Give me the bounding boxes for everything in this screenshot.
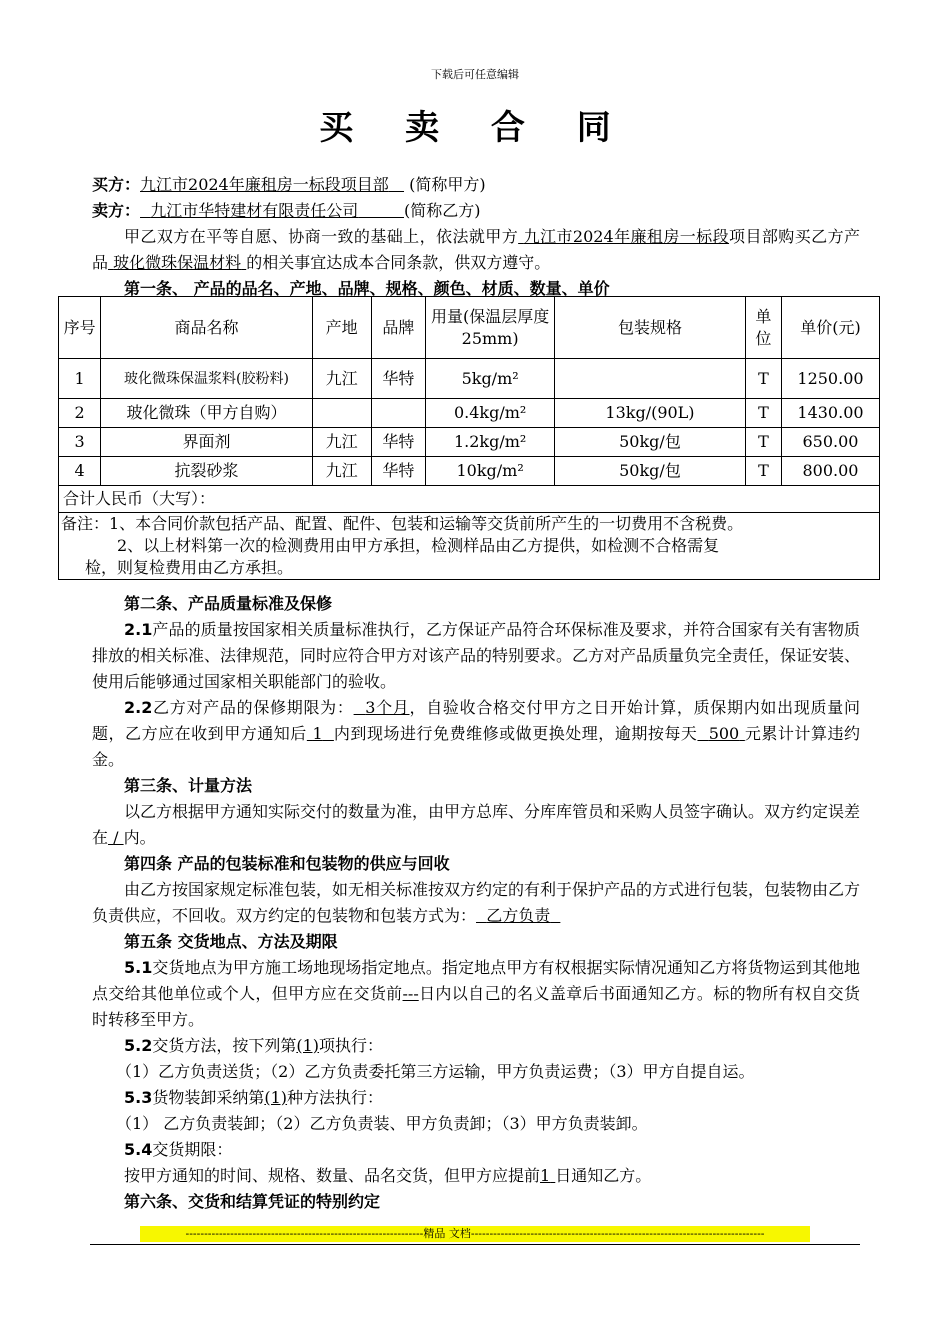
article4-p1 xyxy=(92,877,860,929)
header-cell: 商品名称 xyxy=(101,297,312,359)
header-cell: 单位 xyxy=(745,297,781,359)
clause-number: 2.1 xyxy=(124,620,153,639)
table-cell: T xyxy=(745,457,781,486)
article2-p2-text: 乙方对产品的保修期限为： xyxy=(152,698,354,717)
article4-text: 由乙方按国家规定标准包装，如无相关标准按双方约定的有利于保护产品的方式进行包装，包装物由乙方负责供应，不回收。双方约定的包装物和包装方式为： xyxy=(92,880,861,925)
intro-project: 九江市2024年廉租房一标段 xyxy=(523,227,730,246)
article5-p1 xyxy=(92,955,860,1033)
article5-text: 种方法执行： xyxy=(287,1088,384,1107)
article1-title: 第一条、 产品的品名、产地、品牌、规格、颜色、材质、数量、单价 xyxy=(124,279,610,298)
article3-text: 以乙方根据甲方通知实际交付的数量为准，由甲方总库、分库库管员和采购人员签字确认。双方约定误差在 xyxy=(92,802,861,847)
table-cell: 0.4kg/m² xyxy=(426,399,555,428)
buyer-line xyxy=(92,172,860,198)
table-cell: 2 xyxy=(59,399,101,428)
table-cell: 抗裂砂浆 xyxy=(101,457,312,486)
table-cell: 1 xyxy=(59,359,101,399)
article3-title: 第三条、计量方法 xyxy=(124,776,253,795)
article2-p2 xyxy=(92,695,860,773)
table-cell: 九江 xyxy=(312,359,371,399)
note-1: 备注：1、本合同价款包括产品、配置、配件、包装和运输等交货前所产生的一切费用不含税费。 xyxy=(61,514,744,533)
header-cell: 品牌 xyxy=(371,297,426,359)
table-row xyxy=(59,399,880,428)
clause-number: 5.4 xyxy=(124,1140,153,1159)
article5-text: 交货方法，按下列第 xyxy=(152,1036,297,1055)
unload-method-choice: (1) xyxy=(264,1088,288,1107)
article5-title: 第五条 交货地点、方法及期限 xyxy=(124,932,338,951)
note-2: 2、以上材料第一次的检测费用由甲方承担，检测样品由乙方提供，如检测不合格需复 xyxy=(117,536,720,555)
article5-text: 交货地点为甲方施工场地现场指定地点。指定地点甲方有权根据实际情况通知乙方将货物运到其他地点交给其他单位或个人，但甲方应在交货前 xyxy=(92,958,860,1003)
table-row xyxy=(59,359,880,399)
article5-text: 日通知乙方。 xyxy=(555,1166,652,1185)
intro-text-2: 项目部购买乙方产品 xyxy=(92,227,860,272)
table-cell: 九江 xyxy=(312,457,371,486)
intro-text-3: 的相关事宜达成本合同条款，供双方遵守。 xyxy=(246,253,551,272)
article2-p2-text: ，自验收合格交付甲方之日开始计算，质保期内如出现质量问题，乙方应在收到甲方通知后 xyxy=(92,698,860,743)
table-row xyxy=(59,428,880,457)
article3-p1 xyxy=(92,799,860,851)
total-row xyxy=(59,486,880,513)
table-cell xyxy=(371,399,426,428)
seller-name: 九江市华特建材有限责任公司 xyxy=(150,201,359,220)
header-cell: 包装规格 xyxy=(555,297,746,359)
table-cell: 华特 xyxy=(371,457,426,486)
note-3: 检，则复检费用由乙方承担。 xyxy=(85,558,294,577)
footer-banner: ----------------------------------------------------------------精品 文档------------------------------------------------------------------------------- xyxy=(140,1226,810,1242)
table-cell: 华特 xyxy=(371,428,426,457)
article5-text: 按甲方通知的时间、规格、数量、品名交货，但甲方应提前 xyxy=(124,1166,541,1185)
tolerance-value: / xyxy=(113,828,119,847)
article6-title: 第六条、交货和结算凭证的特别约定 xyxy=(124,1192,381,1211)
delivery-method-choice: (1) xyxy=(296,1036,320,1055)
header-cell: 单价(元) xyxy=(781,297,879,359)
article5-text: 交货期限： xyxy=(152,1140,233,1159)
article2-p2-text: 元累计计算违约金。 xyxy=(92,724,861,769)
packaging-method: 乙方负责 xyxy=(486,906,551,925)
buyer-suffix: (简称甲方) xyxy=(409,175,486,194)
table-cell: 5kg/m² xyxy=(426,359,555,399)
table-cell: 10kg/m² xyxy=(426,457,555,486)
table-cell: 玻化微珠（甲方自购） xyxy=(101,399,312,428)
table-cell: 650.00 xyxy=(781,428,879,457)
footer-divider xyxy=(90,1244,860,1245)
table-cell xyxy=(312,399,371,428)
table-cell: 九江 xyxy=(312,428,371,457)
table-cell: 界面剂 xyxy=(101,428,312,457)
advance-notice-days: 1 xyxy=(540,1166,551,1185)
clause-number: 5.2 xyxy=(124,1036,153,1055)
intro-text-1: 甲乙双方在平等自愿、协商一致的基础上，依法就甲方 xyxy=(124,227,519,246)
clause-number: 2.2 xyxy=(124,698,153,717)
article5-p3 xyxy=(92,1085,860,1111)
seller-label: 卖方： xyxy=(92,201,141,220)
article2-p1-text: 产品的质量按国家相关质量标准执行，乙方保证产品符合环保标准及要求，并符合国家有关有害物质排放的相关标准、法律规范，同时应符合甲方对该产品的特别要求。乙方对产品质量负完全责任，保证安装、使用后能够通过国家相关职能部门的验收。 xyxy=(92,620,861,691)
table-cell: T xyxy=(745,359,781,399)
article2-p2-text: 内到现场进行免费维修或做更换处理，逾期按每天 xyxy=(333,724,698,743)
table-cell: T xyxy=(745,399,781,428)
contract-header xyxy=(92,172,860,302)
article2-title: 第二条、产品质量标准及保修 xyxy=(124,594,333,613)
table-cell: 4 xyxy=(59,457,101,486)
intro-product: 玻化微珠保温材料 xyxy=(113,253,242,272)
table-cell: 3 xyxy=(59,428,101,457)
top-note: 下载后可任意编辑 xyxy=(431,68,519,81)
table-cell: 1250.00 xyxy=(781,359,879,399)
table-cell: T xyxy=(745,428,781,457)
article5-p2-options: （1）乙方负责送货；（2）乙方负责委托第三方运输，甲方负责运费；（3）甲方自提自运。 xyxy=(116,1062,755,1081)
table-cell: 1430.00 xyxy=(781,399,879,428)
table-cell: 50kg/包 xyxy=(555,428,746,457)
contract-body xyxy=(92,591,860,1215)
buyer-label: 买方： xyxy=(92,175,141,194)
warranty-period: 3个月 xyxy=(365,698,410,717)
article5-p4 xyxy=(92,1137,860,1163)
table-cell: 13kg/(90L) xyxy=(555,399,746,428)
header-cell: 用量(保温层厚度25mm) xyxy=(426,297,555,359)
note-row xyxy=(59,513,880,580)
penalty-amount: 500 xyxy=(708,724,740,743)
product-table xyxy=(58,296,880,580)
seller-line xyxy=(92,198,860,224)
article5-text: 货物装卸采纳第 xyxy=(152,1088,265,1107)
table-cell: 50kg/包 xyxy=(555,457,746,486)
article5-text: 日内以自己的名义盖章后书面通知乙方。标的物所有权自交货时转移至甲方。 xyxy=(92,984,860,1029)
table-notes xyxy=(59,513,880,580)
clause-number: 5.1 xyxy=(124,958,153,977)
seller-suffix: (简称乙方) xyxy=(403,201,481,220)
header-cell: 产地 xyxy=(312,297,371,359)
article5-p3-options: （1） 乙方负责装卸；（2）乙方负责装、甲方负责卸；（3）甲方负责装卸。 xyxy=(116,1114,648,1133)
intro-paragraph xyxy=(92,224,860,276)
article2-p1 xyxy=(92,617,860,695)
table-cell: 800.00 xyxy=(781,457,879,486)
header-cell: 序号 xyxy=(59,297,101,359)
repair-days: 1 xyxy=(312,724,323,743)
article4-title: 第四条 产品的包装标准和包装物的供应与回收 xyxy=(124,854,450,873)
total-label: 合计人民币（大写）： xyxy=(59,486,880,513)
notice-days: --- xyxy=(402,984,419,1003)
article5-text: 项执行： xyxy=(319,1036,384,1055)
table-header-row xyxy=(59,297,880,359)
table-cell: 玻化微珠保温浆料(胶粉料) xyxy=(101,359,312,399)
page-title: 买 卖 合 同 xyxy=(319,108,631,148)
clause-number: 5.3 xyxy=(124,1088,153,1107)
table-cell: 1.2kg/m² xyxy=(426,428,555,457)
article5-p4-detail xyxy=(92,1163,860,1189)
table-cell: 华特 xyxy=(371,359,426,399)
buyer-name: 九江市2024年廉租房一标段项目部 xyxy=(140,175,389,194)
article3-text: 内。 xyxy=(123,828,156,847)
table-row xyxy=(59,457,880,486)
article5-p2 xyxy=(92,1033,860,1059)
table-cell xyxy=(555,359,746,399)
